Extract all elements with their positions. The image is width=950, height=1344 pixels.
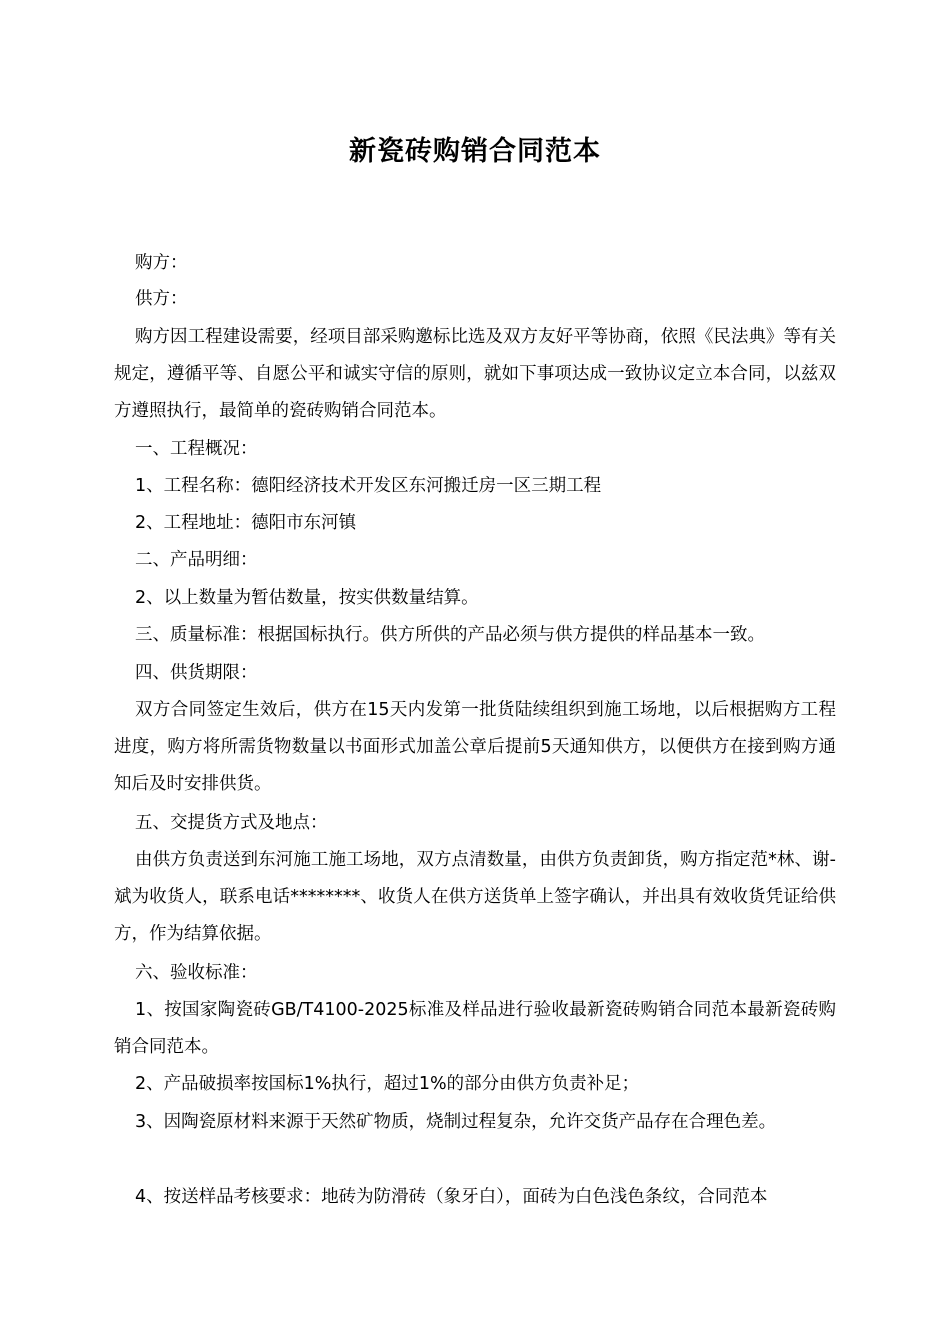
section-6-heading: 六、验收标准： [135,963,258,983]
delivery-period-paragraph: 双方合同签定生效后，供方在15天内发第一批货陆续组织到施工场地，以后根据购方工程进度，购方将所需货物数量以书面形式加盖公章后提前5天通知供方，以便供方在接到购方通知后及时安排供货。 [114,700,836,794]
quantity-note: 2、以上数量为暂估数量，按实供数量结算。 [135,588,479,608]
supplier-label: 供方： [135,289,188,309]
acceptance-item-1: 1、按国家陶瓷砖GB/T4100-2025标准及样品进行验收最新瓷砖购销合同范本最新瓷砖购销合同范本。 [114,1000,836,1057]
section-2-heading: 二、产品明细： [135,550,258,570]
acceptance-item-2: 2、产品破损率按国标1%执行，超过1%的部分由供方负责补足； [135,1074,640,1094]
buyer-label: 购方： [135,253,188,273]
acceptance-item-4: 4、按送样品考核要求：地砖为防滑砖（象牙白），面砖为白色浅色条纹，合同范本 [135,1187,768,1207]
section-3-quality: 三、质量标准：根据国标执行。供方所供的产品必须与供方提供的样品基本一致。 [135,625,765,645]
acceptance-item-3: 3、因陶瓷原材料来源于天然矿物质，烧制过程复杂，允许交货产品存在合理色差。 [135,1112,777,1132]
project-name: 1、工程名称：德阳经济技术开发区东河搬迁房一区三期工程 [135,476,602,496]
intro-paragraph: 购方因工程建设需要，经项目部采购邀标比选及双方友好平等协商，依照《民法典》等有关规定，遵循平等、自愿公平和诚实守信的原则，就如下事项达成一致协议定立本合同，以兹双方遵照执行，最简单的瓷砖购销合同范本。 [114,327,836,421]
section-5-heading: 五、交提货方式及地点： [135,813,328,833]
section-4-heading: 四、供货期限： [135,663,258,683]
delivery-method-paragraph: 由供方负责送到东河施工施工场地，双方点清数量，由供方负责卸货，购方指定范*林、谢-斌为收货人，联系电话********、收货人在供方送货单上签字确认，并出具有效收货凭证给供方，作为结算依据。 [114,850,836,944]
project-address: 2、工程地址：德阳市东河镇 [135,513,357,533]
section-1-heading: 一、工程概况： [135,439,258,459]
document-title: 新瓷砖购销合同范本 [349,136,601,167]
